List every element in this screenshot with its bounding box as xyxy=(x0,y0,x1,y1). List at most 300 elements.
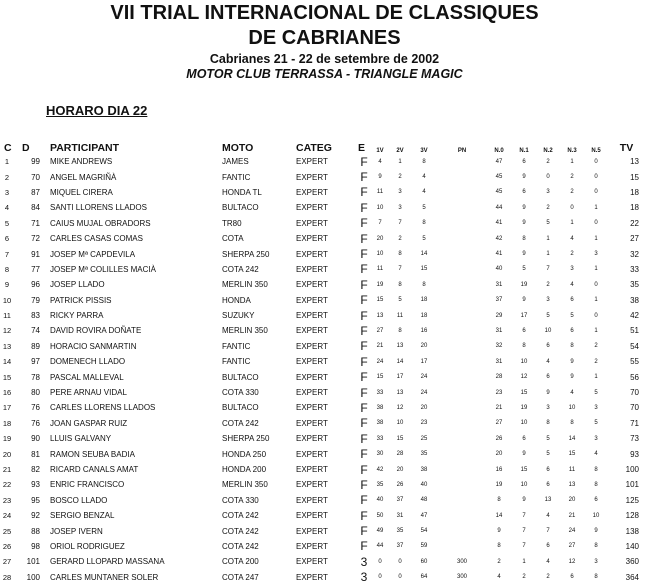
table-row xyxy=(0,200,645,215)
pos-cell: 24 xyxy=(2,511,12,521)
lap3-cell: 40 xyxy=(420,481,428,488)
n1-cell: 9 xyxy=(522,174,526,181)
pn-cell xyxy=(438,200,486,215)
pos-cell: 8 xyxy=(4,264,10,274)
n2-cell: 5 xyxy=(546,435,550,442)
bib-cell: 92 xyxy=(31,511,40,521)
lap2-cell: 15 xyxy=(396,435,404,442)
moto-cell: COTA 247 xyxy=(222,572,259,582)
results-table xyxy=(0,139,645,585)
n3-cell: 15 xyxy=(568,451,576,458)
lap3-cell: 8 xyxy=(422,158,426,165)
lap2-cell: 1 xyxy=(398,158,402,165)
lap2-cell: 3 xyxy=(398,204,402,211)
total-cell: 22 xyxy=(630,218,639,228)
table-row xyxy=(0,293,645,308)
pn-cell xyxy=(438,523,486,538)
pn-cell xyxy=(438,508,486,523)
total-cell: 18 xyxy=(630,203,639,213)
category-cell: EXPERT xyxy=(296,249,328,259)
table-row xyxy=(0,169,645,184)
pn-cell xyxy=(438,400,486,415)
lap1-cell: 15 xyxy=(376,297,384,304)
e-cell: F xyxy=(360,416,368,431)
e-cell: F xyxy=(360,170,368,185)
pn-cell xyxy=(438,169,486,184)
pos-cell: 13 xyxy=(2,341,12,351)
lap2-cell: 35 xyxy=(396,528,404,535)
pos-cell: 10 xyxy=(2,295,12,305)
category-cell: EXPERT xyxy=(296,388,328,398)
category-cell: EXPERT xyxy=(296,357,328,367)
n3-cell: 11 xyxy=(568,466,576,473)
lap1-cell: 0 xyxy=(378,558,382,565)
e-cell: F xyxy=(360,370,368,385)
n1-cell: 6 xyxy=(522,158,526,165)
bib-cell: 74 xyxy=(31,326,40,336)
lap3-cell: 35 xyxy=(420,451,428,458)
bib-cell: 87 xyxy=(31,187,40,197)
lap2-cell: 26 xyxy=(396,481,404,488)
n0-cell: 2 xyxy=(497,558,501,565)
moto-cell: MERLIN 350 xyxy=(222,280,268,290)
pos-cell: 23 xyxy=(2,495,12,505)
moto-cell: COTA 242 xyxy=(222,264,259,274)
n1-cell: 15 xyxy=(520,389,528,396)
participant-cell: BOSCO LLADO xyxy=(50,495,108,505)
n5-cell: 2 xyxy=(594,358,598,365)
category-cell: EXPERT xyxy=(296,511,328,521)
pn-cell xyxy=(438,262,486,277)
category-cell: EXPERT xyxy=(296,465,328,474)
n3-cell: 14 xyxy=(568,435,576,442)
n3-cell: 6 xyxy=(570,574,574,581)
total-cell: 32 xyxy=(630,249,639,259)
n0-cell: 27 xyxy=(495,420,503,427)
lap3-cell: 47 xyxy=(420,512,428,519)
n5-cell: 2 xyxy=(594,343,598,350)
n3-cell: 1 xyxy=(570,158,574,165)
n0-cell: 31 xyxy=(495,327,503,334)
lap2-cell: 13 xyxy=(396,343,404,350)
table-row xyxy=(0,416,645,431)
bib-cell: 80 xyxy=(31,388,40,398)
e-cell: F xyxy=(360,200,368,215)
n2-cell: 10 xyxy=(544,327,552,334)
e-cell: F xyxy=(360,462,368,477)
participant-cell: SERGIO BENZAL xyxy=(50,511,115,521)
organizer: MOTOR CLUB TERRASSA - TRIANGLE MAGIC xyxy=(186,67,463,81)
n5-cell: 0 xyxy=(594,220,598,227)
category-cell: EXPERT xyxy=(296,172,328,182)
participant-cell: JOSEP Mª COLILLES MACIÀ xyxy=(50,264,156,274)
lap2-cell: 2 xyxy=(398,235,402,242)
pos-cell: 3 xyxy=(4,187,10,197)
category-cell: EXPERT xyxy=(296,264,328,274)
moto-cell: HONDA TL xyxy=(222,187,262,197)
e-cell: F xyxy=(360,323,368,338)
n1-cell: 6 xyxy=(522,435,526,442)
n5-cell: 0 xyxy=(594,158,598,165)
n3-cell: 3 xyxy=(570,266,574,273)
e-cell: F xyxy=(360,231,368,246)
pn-cell xyxy=(438,539,486,554)
table-row xyxy=(0,339,645,354)
bib-cell: 81 xyxy=(31,449,40,459)
participant-cell: DOMENECH LLADO xyxy=(50,357,126,367)
table-row xyxy=(0,493,645,508)
table-header-row xyxy=(0,139,645,154)
category-cell: EXPERT xyxy=(296,495,328,505)
n1-cell: 6 xyxy=(522,327,526,334)
category-cell: EXPERT xyxy=(296,372,328,382)
pos-cell: 25 xyxy=(2,526,12,536)
n2-cell: 5 xyxy=(546,451,550,458)
pos-cell: 1 xyxy=(4,157,10,167)
col-categ: CATEG xyxy=(296,142,332,154)
lap3-cell: 17 xyxy=(420,358,428,365)
participant-cell: GERARD LLOPARD MASSANA xyxy=(50,557,165,567)
category-cell: EXPERT xyxy=(296,572,328,582)
total-cell: 93 xyxy=(630,449,639,459)
moto-cell: COTA 330 xyxy=(222,495,259,505)
pos-cell: 14 xyxy=(2,357,12,367)
lap1-cell: 19 xyxy=(376,281,384,288)
bib-cell: 91 xyxy=(31,249,40,259)
n2-cell: 6 xyxy=(546,466,550,473)
total-cell: 125 xyxy=(625,495,639,505)
lap2-cell: 20 xyxy=(396,466,404,473)
lap1-cell: 4 xyxy=(378,158,382,165)
bib-cell: 93 xyxy=(31,480,40,490)
table-row xyxy=(0,354,645,369)
n5-cell: 3 xyxy=(594,435,598,442)
n3-cell: 2 xyxy=(570,174,574,181)
pos-cell: 7 xyxy=(4,249,10,259)
e-cell: 3 xyxy=(360,554,368,569)
n1-cell: 6 xyxy=(522,189,526,196)
lap1-cell: 30 xyxy=(376,451,384,458)
n0-cell: 9 xyxy=(497,528,501,535)
n1-cell: 9 xyxy=(522,497,526,504)
lap3-cell: 5 xyxy=(422,235,426,242)
n1-cell: 7 xyxy=(522,512,526,519)
lap3-cell: 20 xyxy=(420,343,428,350)
pos-cell: 15 xyxy=(2,372,12,382)
bib-cell: 97 xyxy=(31,357,40,367)
n2-cell: 2 xyxy=(546,158,550,165)
n5-cell: 1 xyxy=(594,327,598,334)
total-cell: 27 xyxy=(630,234,639,244)
lap2-cell: 7 xyxy=(398,266,402,273)
pos-cell: 19 xyxy=(2,434,12,444)
n5-cell: 1 xyxy=(594,297,598,304)
lap2-cell: 28 xyxy=(396,451,404,458)
pos-cell: 5 xyxy=(4,218,10,228)
n0-cell: 41 xyxy=(495,220,503,227)
n2-cell: 2 xyxy=(546,574,550,581)
moto-cell: FANTIC xyxy=(222,357,251,367)
table-row xyxy=(0,308,645,323)
e-cell: F xyxy=(360,431,368,446)
lap1-cell: 27 xyxy=(376,327,384,334)
n0-cell: 28 xyxy=(495,374,503,381)
category-cell: EXPERT xyxy=(296,449,328,459)
n5-cell: 5 xyxy=(594,420,598,427)
table-row xyxy=(0,477,645,492)
participant-cell: CARLES CASAS COMAS xyxy=(50,234,143,244)
bib-cell: 71 xyxy=(31,218,40,228)
lap2-cell: 31 xyxy=(396,512,404,519)
lap1-cell: 11 xyxy=(376,266,384,273)
n3-cell: 21 xyxy=(568,512,576,519)
n3-cell: 12 xyxy=(568,558,576,565)
lap1-cell: 9 xyxy=(378,174,382,181)
pos-cell: 28 xyxy=(2,572,12,582)
n0-cell: 20 xyxy=(495,451,503,458)
n3-cell: 5 xyxy=(570,312,574,319)
table-row xyxy=(0,277,645,292)
n5-cell: 9 xyxy=(594,528,598,535)
lap1-cell: 11 xyxy=(376,189,384,196)
table-row xyxy=(0,246,645,261)
e-cell: F xyxy=(360,508,368,523)
n0-cell: 37 xyxy=(495,297,503,304)
n5-cell: 0 xyxy=(594,174,598,181)
n0-cell: 31 xyxy=(495,281,503,288)
lap2-cell: 17 xyxy=(396,374,404,381)
n5-cell: 10 xyxy=(592,512,600,519)
n3-cell: 1 xyxy=(570,220,574,227)
pn-cell xyxy=(438,431,486,446)
bib-cell: 101 xyxy=(26,557,40,567)
total-cell: 140 xyxy=(625,541,639,551)
bib-cell: 95 xyxy=(31,495,40,505)
lap3-cell: 48 xyxy=(420,497,428,504)
table-row xyxy=(0,231,645,246)
e-cell: F xyxy=(360,493,368,508)
n0-cell: 32 xyxy=(495,343,503,350)
col-moto: MOTO xyxy=(222,142,254,154)
table-row xyxy=(0,323,645,338)
total-cell: 70 xyxy=(630,403,639,413)
lap2-cell: 7 xyxy=(398,220,402,227)
n3-cell: 6 xyxy=(570,327,574,334)
moto-cell: COTA 242 xyxy=(222,511,259,521)
e-cell: F xyxy=(360,308,368,323)
category-cell: EXPERT xyxy=(296,218,328,228)
moto-cell: FANTIC xyxy=(222,172,251,182)
n2-cell: 2 xyxy=(546,204,550,211)
participant-cell: CARLES LLORENS LLADOS xyxy=(50,403,156,413)
n5-cell: 1 xyxy=(594,266,598,273)
participant-cell: LLUIS GALVANY xyxy=(50,434,112,444)
lap3-cell: 38 xyxy=(420,466,428,473)
lap1-cell: 13 xyxy=(376,312,384,319)
pn-cell xyxy=(438,293,486,308)
lap1-cell: 15 xyxy=(376,374,384,381)
category-cell: EXPERT xyxy=(296,187,328,197)
table-row xyxy=(0,554,645,569)
n1-cell: 19 xyxy=(520,404,528,411)
lap1-cell: 10 xyxy=(376,204,384,211)
lap2-cell: 2 xyxy=(398,174,402,181)
col-2v: 2V xyxy=(396,148,404,154)
lap3-cell: 60 xyxy=(420,558,428,565)
n2-cell: 1 xyxy=(546,251,550,258)
lap2-cell: 37 xyxy=(396,543,404,550)
bib-cell: 89 xyxy=(31,341,40,351)
total-cell: 15 xyxy=(630,172,639,182)
category-cell: EXPERT xyxy=(296,326,328,336)
pos-cell: 18 xyxy=(2,418,12,428)
bib-cell: 72 xyxy=(31,234,40,244)
category-cell: EXPERT xyxy=(296,557,328,567)
n0-cell: 26 xyxy=(495,435,503,442)
n3-cell: 8 xyxy=(570,420,574,427)
e-cell: F xyxy=(360,339,368,354)
bib-cell: 88 xyxy=(31,526,40,536)
n5-cell: 1 xyxy=(594,374,598,381)
bib-cell: 84 xyxy=(31,203,40,213)
n2-cell: 6 xyxy=(546,481,550,488)
n1-cell: 19 xyxy=(520,281,528,288)
n1-cell: 1 xyxy=(522,558,526,565)
n3-cell: 13 xyxy=(568,481,576,488)
category-cell: EXPERT xyxy=(296,403,328,413)
n3-cell: 24 xyxy=(568,528,576,535)
category-cell: EXPERT xyxy=(296,157,328,167)
n1-cell: 7 xyxy=(522,528,526,535)
e-cell: F xyxy=(360,293,368,308)
participant-cell: DAVID ROVIRA DOÑATE xyxy=(50,326,142,336)
n2-cell: 3 xyxy=(546,297,550,304)
pn-cell: 300 xyxy=(456,558,467,565)
total-cell: 18 xyxy=(630,187,639,197)
pos-cell: 9 xyxy=(4,280,10,290)
e-cell: F xyxy=(360,262,368,277)
lap1-cell: 7 xyxy=(378,220,382,227)
n2-cell: 4 xyxy=(546,558,550,565)
n2-cell: 7 xyxy=(546,528,550,535)
table-row xyxy=(0,570,645,585)
n0-cell: 19 xyxy=(495,481,503,488)
participant-cell: RICKY PARRA xyxy=(50,311,104,321)
lap2-cell: 12 xyxy=(396,404,404,411)
lap1-cell: 40 xyxy=(376,497,384,504)
n0-cell: 4 xyxy=(497,574,501,581)
moto-cell: SUZUKY xyxy=(222,311,255,321)
col-d: D xyxy=(22,142,30,154)
lap1-cell: 20 xyxy=(376,235,384,242)
n3-cell: 9 xyxy=(570,374,574,381)
n3-cell: 2 xyxy=(570,251,574,258)
n0-cell: 14 xyxy=(495,512,503,519)
n0-cell: 8 xyxy=(497,497,501,504)
moto-cell: HONDA 250 xyxy=(222,449,267,459)
lap2-cell: 8 xyxy=(398,327,402,334)
bib-cell: 100 xyxy=(26,572,40,582)
col-n5: N.5 xyxy=(591,148,601,154)
pos-cell: 6 xyxy=(4,234,10,244)
col-pn: PN xyxy=(457,148,467,154)
lap1-cell: 35 xyxy=(376,481,384,488)
col-3v: 3V xyxy=(420,148,428,154)
lap3-cell: 23 xyxy=(420,420,428,427)
pos-cell: 17 xyxy=(2,403,12,413)
bib-cell: 70 xyxy=(31,172,40,182)
lap3-cell: 4 xyxy=(422,189,426,196)
category-cell: EXPERT xyxy=(296,480,328,490)
moto-cell: COTA 242 xyxy=(222,526,259,536)
n1-cell: 5 xyxy=(522,266,526,273)
lap1-cell: 44 xyxy=(376,543,384,550)
n3-cell: 4 xyxy=(570,281,574,288)
total-cell: 55 xyxy=(630,357,639,367)
n1-cell: 10 xyxy=(520,481,528,488)
participant-cell: RAMON SEUBA BADIA xyxy=(50,449,135,459)
n5-cell: 3 xyxy=(594,404,598,411)
lap1-cell: 24 xyxy=(376,358,384,365)
lap1-cell: 50 xyxy=(376,512,384,519)
total-cell: 101 xyxy=(625,480,639,490)
n1-cell: 9 xyxy=(522,251,526,258)
pn-cell: 300 xyxy=(456,574,467,581)
lap1-cell: 49 xyxy=(376,528,384,535)
pos-cell: 16 xyxy=(2,388,12,398)
n0-cell: 42 xyxy=(495,235,503,242)
category-cell: EXPERT xyxy=(296,541,328,551)
n2-cell: 2 xyxy=(546,281,550,288)
moto-cell: COTA 242 xyxy=(222,541,259,551)
pos-cell: 27 xyxy=(2,557,12,567)
participant-cell: PASCAL MALLEVAL xyxy=(50,372,124,382)
pn-cell xyxy=(438,369,486,384)
pn-cell xyxy=(438,231,486,246)
n5-cell: 5 xyxy=(594,389,598,396)
n3-cell: 6 xyxy=(570,297,574,304)
participant-cell: MIQUEL CIRERA xyxy=(50,187,113,197)
pn-cell xyxy=(438,416,486,431)
col-n3: N.3 xyxy=(567,148,577,154)
category-cell: EXPERT xyxy=(296,418,328,428)
category-cell: EXPERT xyxy=(296,341,328,351)
pos-cell: 2 xyxy=(4,172,10,182)
lap3-cell: 18 xyxy=(420,312,428,319)
n5-cell: 1 xyxy=(594,235,598,242)
n1-cell: 9 xyxy=(522,204,526,211)
e-cell: F xyxy=(360,277,368,292)
n3-cell: 0 xyxy=(570,204,574,211)
table-row xyxy=(0,262,645,277)
participant-cell: HORACIO SANMARTIN xyxy=(50,341,137,351)
n3-cell: 4 xyxy=(570,389,574,396)
lap3-cell: 8 xyxy=(422,281,426,288)
pn-cell xyxy=(438,246,486,261)
moto-cell: BULTACO xyxy=(222,203,259,213)
moto-cell: SHERPA 250 xyxy=(222,249,270,259)
bib-cell: 82 xyxy=(31,465,40,474)
moto-cell: COTA xyxy=(222,234,244,244)
total-cell: 38 xyxy=(630,295,639,305)
pn-cell xyxy=(438,277,486,292)
pn-cell xyxy=(438,354,486,369)
lap2-cell: 3 xyxy=(398,189,402,196)
participant-cell: JOSEP LLADO xyxy=(50,280,105,290)
n5-cell: 0 xyxy=(594,189,598,196)
e-cell: F xyxy=(360,539,368,554)
bib-cell: 76 xyxy=(31,418,40,428)
